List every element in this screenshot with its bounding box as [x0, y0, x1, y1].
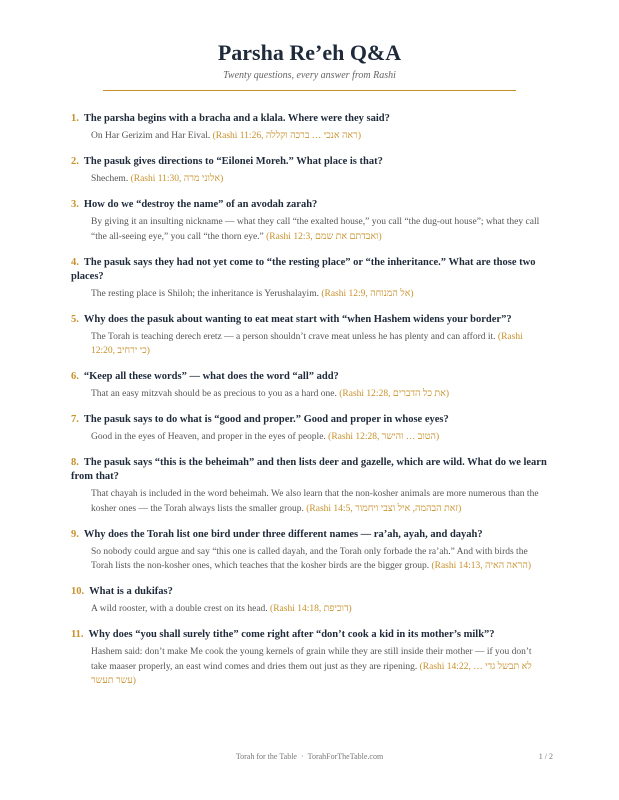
reference-hebrew: ואבדתם את שמם	[314, 231, 379, 242]
question	[71, 528, 549, 542]
reference-suffix: )	[410, 288, 414, 299]
reference-suffix: )	[220, 174, 224, 184]
reference-hebrew: לא תבשל גדי … עשר תעשר	[91, 661, 532, 686]
reference-hebrew: את כל הדברים	[392, 389, 446, 399]
rashi-reference	[431, 561, 531, 571]
reference-suffix: )	[146, 346, 150, 356]
reference-suffix: )	[378, 231, 382, 242]
question-text: Why does “you shall surely tithe” come right after “don’t cook a kid in its mother’s milk”?	[88, 629, 495, 640]
answer-text: The Torah is teaching derech eretz — a person shouldn’t crave meat unless he has plenty and can afford it.	[91, 331, 496, 342]
footer-site-name: Torah for the Table	[235, 752, 297, 761]
reference-hebrew: כי ירחיב	[117, 346, 147, 356]
question-text: Why does the Torah list one bird under three different names — ra’ah, ayah, and dayah?	[83, 528, 483, 540]
answer-text: A wild rooster, with a double crest on its head.	[91, 604, 268, 614]
reference-prefix: (Rashi 14:5,	[306, 503, 356, 514]
question	[71, 456, 549, 484]
reference-suffix: )	[527, 561, 531, 571]
page-title: Parsha Re’eh Q&A	[217, 40, 402, 65]
reference-prefix: (Rashi 14:18,	[270, 604, 324, 614]
qa-item	[71, 456, 549, 516]
answer	[71, 430, 549, 445]
answer-text: On Har Gerizim and Har Eival.	[91, 131, 211, 141]
rashi-reference	[131, 174, 224, 184]
answer	[71, 129, 549, 144]
question-text: “Keep all these words” — what does the word “all” add?	[83, 371, 339, 382]
question-number: 8.	[71, 457, 79, 468]
rashi-reference	[270, 604, 352, 614]
question-number: 3.	[71, 199, 79, 210]
question-number: 11.	[71, 629, 84, 640]
reference-hebrew: הטוב … והישר	[381, 432, 436, 442]
answer	[71, 215, 549, 244]
footer-separator: ·	[300, 752, 304, 761]
reference-suffix: )	[132, 676, 136, 686]
answer	[71, 172, 549, 187]
question-text: The pasuk says they had not yet come to “the resting place” or “the inheritance.” What are those two places?	[71, 256, 536, 282]
question-text: The parsha begins with a bracha and a klala. Where were they said?	[83, 113, 390, 124]
answer	[71, 602, 549, 617]
rashi-reference	[213, 131, 361, 141]
reference-suffix: )	[436, 432, 440, 442]
qa-item	[71, 528, 549, 574]
reference-prefix: (Rashi 12:28,	[328, 432, 382, 442]
question-number: 5.	[71, 313, 79, 325]
answer-text: So nobody could argue and say “this one is called dayah, and the Torah only forbade the ra’ah.” And with birds the Torah lists the non-kosher ones, which teaches that the kosher birds are the bigger group.	[91, 546, 528, 571]
question	[71, 585, 549, 599]
reference-hebrew: דוכיפת	[323, 604, 349, 614]
answer-text: That chayah is included in the word beheimah. We also learn that the non-kosher animals are more numerous than the kosher ones — the Torah always lists the smaller group.	[91, 489, 539, 514]
reference-hebrew: אלוני מרה	[183, 174, 221, 184]
qa-item	[71, 155, 549, 187]
qa-list	[71, 112, 549, 700]
answer	[71, 487, 549, 516]
answer	[71, 387, 549, 402]
reference-prefix: (Rashi 14:13,	[431, 561, 486, 571]
rashi-reference	[339, 389, 449, 399]
question-number: 4.	[71, 256, 79, 268]
qa-item	[71, 112, 549, 144]
page-header	[0, 40, 619, 82]
question	[71, 198, 549, 212]
reference-prefix: (Rashi 12:28,	[339, 389, 393, 399]
reference-prefix: (Rashi 11:30,	[130, 174, 184, 184]
answer	[71, 545, 549, 574]
qa-item	[71, 413, 549, 445]
question-number: 10.	[71, 586, 85, 597]
answer-text: That an easy mitzvah should be as precious to you as a hard one.	[91, 389, 337, 399]
question-number: 2.	[71, 156, 79, 167]
answer-text: Shechem.	[91, 174, 129, 184]
question	[71, 413, 549, 427]
reference-suffix: )	[357, 131, 361, 141]
qa-item	[71, 370, 549, 402]
reference-hebrew: הראה האיה	[485, 561, 528, 571]
question-number: 7.	[71, 414, 79, 425]
rashi-reference	[266, 232, 382, 242]
answer	[71, 645, 549, 689]
header-divider	[103, 90, 516, 91]
qa-item	[71, 256, 549, 302]
reference-suffix: )	[348, 604, 352, 614]
reference-suffix: )	[458, 503, 462, 514]
question	[71, 628, 549, 642]
question	[71, 256, 549, 284]
reference-suffix: )	[445, 389, 450, 399]
question-text: The pasuk gives directions to “Eilonei Moreh.” What place is that?	[83, 156, 383, 167]
reference-prefix: (Rashi 12:9,	[321, 288, 371, 299]
question-text: Why does the pasuk about wanting to eat meat start with “when Hashem widens your border”?	[83, 313, 512, 325]
question	[71, 313, 549, 327]
question-text: How do we “destroy the name” of an avodah zarah?	[83, 199, 318, 210]
page-subtitle: Twenty questions, every answer from Rashi	[223, 70, 396, 81]
question	[71, 370, 549, 384]
question	[71, 112, 549, 126]
reference-hebrew: ראה אנכי … ברכה וקללה	[265, 131, 358, 141]
qa-item	[71, 198, 549, 244]
page-footer	[0, 752, 619, 762]
page-number: 1 / 2	[538, 752, 553, 761]
reference-prefix: (Rashi 11:26,	[212, 131, 266, 141]
answer-text: Good in the eyes of Heaven, and proper in the eyes of people.	[91, 432, 326, 442]
question-number: 6.	[71, 371, 79, 382]
footer-site-url: TorahForTheTable.com	[307, 752, 384, 761]
answer-text: The resting place is Shiloh; the inheritance is Yerushalayim.	[91, 288, 319, 299]
answer-text: By giving it an insulting nickname — what they call “the exalted house,” you call “the dug-out house”; what they call “the all-seeing eye,” you call “the thorn eye.”	[91, 217, 540, 242]
reference-hebrew: אל המנוחה	[370, 288, 411, 299]
question-number: 9.	[71, 528, 79, 540]
question-number: 1.	[71, 113, 79, 124]
reference-prefix: (Rashi 12:20,	[91, 331, 523, 356]
question-text: The pasuk says to do what is “good and proper.” Good and proper in whose eyes?	[83, 414, 449, 425]
qa-item	[71, 628, 549, 689]
reference-prefix: (Rashi 12:3,	[266, 231, 315, 242]
question	[71, 155, 549, 169]
rashi-reference	[321, 289, 413, 299]
answer	[71, 330, 549, 359]
qa-item	[71, 313, 549, 359]
answer-text: Hashem said: don’t make Me cook the young kernels of grain while they are still inside their mother — if you don’t take maaser properly, an east wind comes and dries them out just as they are ripening.	[91, 647, 532, 672]
reference-prefix: (Rashi 14:22,	[419, 661, 474, 672]
qa-item	[71, 585, 549, 617]
answer	[71, 287, 549, 302]
question-text: The pasuk says “this is the beheimah” and then lists deer and gazelle, which are wild. What do we learn from that?	[71, 457, 547, 482]
rashi-reference	[328, 432, 439, 442]
question-text: What is a dukifas?	[89, 586, 173, 597]
rashi-reference	[306, 504, 461, 514]
reference-hebrew: זאת הבהמה, איל וצבי ויחמור	[355, 503, 459, 514]
